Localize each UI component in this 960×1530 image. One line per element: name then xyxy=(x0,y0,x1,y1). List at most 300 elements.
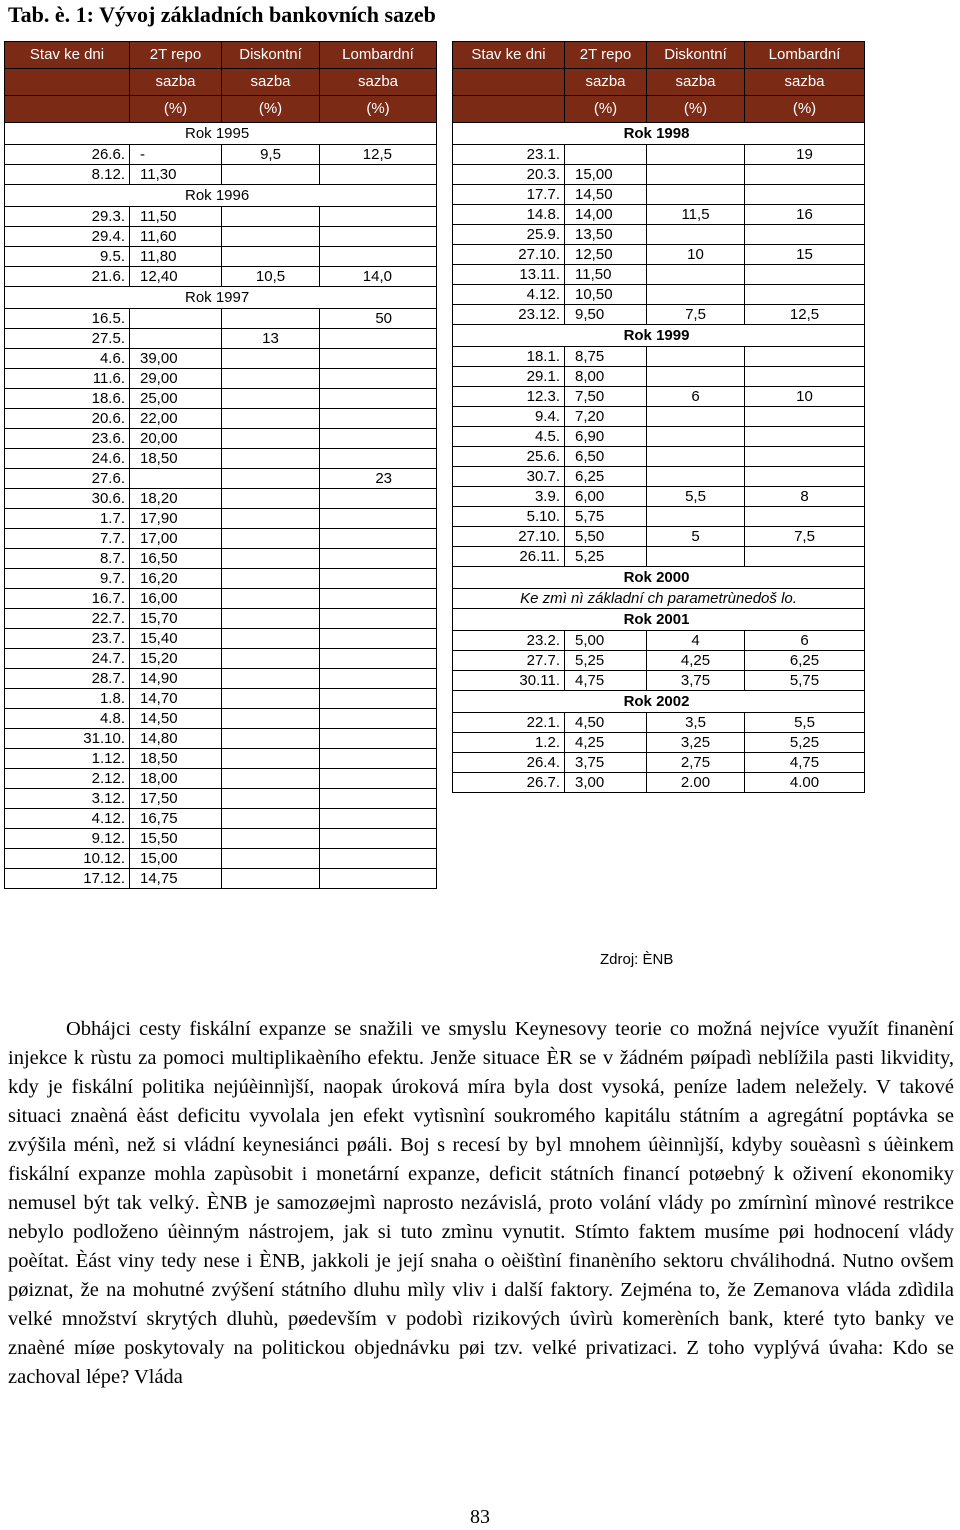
rate-cell: 5,50 xyxy=(565,527,647,547)
rate-cell: 15,70 xyxy=(130,609,222,629)
rate-cell: 11,50 xyxy=(130,207,222,227)
rate-cell xyxy=(745,427,865,447)
rate-cell xyxy=(222,689,320,709)
rate-cell xyxy=(745,407,865,427)
rate-cell xyxy=(222,309,320,329)
rate-cell xyxy=(320,227,437,247)
rate-cell xyxy=(647,225,745,245)
rate-cell xyxy=(320,629,437,649)
date-cell: 18.6. xyxy=(5,389,130,409)
date-cell: 23.6. xyxy=(5,429,130,449)
rate-cell xyxy=(647,467,745,487)
rate-cell xyxy=(320,207,437,227)
rate-cell: 10 xyxy=(647,245,745,265)
date-cell: 9.7. xyxy=(5,569,130,589)
rate-cell xyxy=(222,349,320,369)
rate-cell: 17,00 xyxy=(130,529,222,549)
column-header xyxy=(453,69,565,96)
rate-cell xyxy=(222,529,320,549)
column-header: Diskontní xyxy=(222,42,320,69)
rate-cell: 2,75 xyxy=(647,753,745,773)
rate-cell xyxy=(320,649,437,669)
table-row xyxy=(5,409,437,429)
table-row xyxy=(453,407,865,427)
column-header: Diskontní xyxy=(647,42,745,69)
header-row xyxy=(453,42,865,69)
rate-cell xyxy=(320,829,437,849)
rate-cell xyxy=(320,729,437,749)
rate-cell: 18,50 xyxy=(130,749,222,769)
date-cell: 8.12. xyxy=(5,165,130,185)
rate-cell xyxy=(320,489,437,509)
header-row xyxy=(453,69,865,96)
rate-cell: 8,00 xyxy=(565,367,647,387)
rate-cell: 14,70 xyxy=(130,689,222,709)
date-cell: 8.7. xyxy=(5,549,130,569)
rate-cell xyxy=(745,225,865,245)
rate-cell xyxy=(222,829,320,849)
rate-cell: 6,25 xyxy=(565,467,647,487)
date-cell: 17.12. xyxy=(5,869,130,889)
date-cell: 30.7. xyxy=(453,467,565,487)
date-cell: 27.10. xyxy=(453,527,565,547)
table-row xyxy=(5,227,437,247)
date-cell: 9.12. xyxy=(5,829,130,849)
date-cell: 23.1. xyxy=(453,145,565,165)
rate-cell xyxy=(320,409,437,429)
column-header xyxy=(5,96,130,123)
rate-cell xyxy=(745,507,865,527)
column-header: Lombardní xyxy=(745,42,865,69)
rate-cell: 3,75 xyxy=(565,753,647,773)
rate-cell: 3,5 xyxy=(647,713,745,733)
rate-cell xyxy=(565,145,647,165)
table-row xyxy=(453,713,865,733)
rate-cell: 7,50 xyxy=(565,387,647,407)
table-row xyxy=(5,629,437,649)
column-header: 2T repo xyxy=(565,42,647,69)
rate-cell xyxy=(320,669,437,689)
rate-cell xyxy=(222,709,320,729)
rate-cell xyxy=(745,347,865,367)
table-row xyxy=(453,265,865,285)
rate-cell: 11,60 xyxy=(130,227,222,247)
rate-cell xyxy=(320,849,437,869)
rate-cell: 20,00 xyxy=(130,429,222,449)
rate-cell: 11,5 xyxy=(647,205,745,225)
table-row xyxy=(5,287,437,309)
rate-cell: 5,00 xyxy=(565,631,647,651)
date-cell: 17.7. xyxy=(453,185,565,205)
table-row xyxy=(5,247,437,267)
date-cell: 13.11. xyxy=(453,265,565,285)
rate-cell: 4,75 xyxy=(745,753,865,773)
table-row xyxy=(5,649,437,669)
table-row xyxy=(5,389,437,409)
rate-cell xyxy=(130,469,222,489)
rate-cell xyxy=(320,769,437,789)
rate-cell xyxy=(130,329,222,349)
rate-cell xyxy=(222,509,320,529)
date-cell: 28.7. xyxy=(5,669,130,689)
table-row xyxy=(5,709,437,729)
rates-table-right xyxy=(452,41,865,793)
rate-cell xyxy=(647,507,745,527)
table-row xyxy=(5,309,437,329)
year-label: Rok 1996 xyxy=(5,185,437,207)
rate-cell xyxy=(647,347,745,367)
rate-cell xyxy=(647,407,745,427)
header-row xyxy=(5,42,437,69)
rate-cell: 15,20 xyxy=(130,649,222,669)
table-row xyxy=(453,507,865,527)
table-row xyxy=(453,753,865,773)
rate-cell xyxy=(320,369,437,389)
column-header: (%) xyxy=(647,96,745,123)
rate-cell: 10 xyxy=(745,387,865,407)
rate-cell: 5,25 xyxy=(745,733,865,753)
rate-cell xyxy=(222,769,320,789)
rate-cell xyxy=(647,367,745,387)
rate-cell: 6,25 xyxy=(745,651,865,671)
date-cell: 4.5. xyxy=(453,427,565,447)
rate-cell xyxy=(647,265,745,285)
date-cell: 24.7. xyxy=(5,649,130,669)
rate-cell: 10,50 xyxy=(565,285,647,305)
date-cell: 23.2. xyxy=(453,631,565,651)
table-row xyxy=(5,669,437,689)
rate-cell: 16,50 xyxy=(130,549,222,569)
rate-cell xyxy=(222,549,320,569)
rate-cell: 13 xyxy=(222,329,320,349)
rate-cell: 2.00 xyxy=(647,773,745,793)
rate-cell: 5 xyxy=(647,527,745,547)
table-row xyxy=(5,829,437,849)
table-row xyxy=(453,305,865,325)
date-cell: 20.3. xyxy=(453,165,565,185)
table-row xyxy=(453,567,865,589)
rate-cell xyxy=(647,427,745,447)
date-cell: 1.8. xyxy=(5,689,130,709)
date-cell: 18.1. xyxy=(453,347,565,367)
rate-cell: 18,20 xyxy=(130,489,222,509)
date-cell: 3.9. xyxy=(453,487,565,507)
date-cell: 25.6. xyxy=(453,447,565,467)
rate-cell xyxy=(320,749,437,769)
table-row xyxy=(453,447,865,467)
header-row xyxy=(5,96,437,123)
rate-cell: 16,75 xyxy=(130,809,222,829)
rate-cell xyxy=(222,869,320,889)
header-row xyxy=(5,69,437,96)
rate-cell xyxy=(222,369,320,389)
rate-cell: 15,00 xyxy=(565,165,647,185)
rate-cell: 5,25 xyxy=(565,651,647,671)
table-row xyxy=(453,185,865,205)
rate-cell xyxy=(647,145,745,165)
column-header: sazba xyxy=(130,69,222,96)
column-header: sazba xyxy=(222,69,320,96)
table-row xyxy=(5,689,437,709)
column-header: (%) xyxy=(745,96,865,123)
rate-cell xyxy=(320,389,437,409)
rate-cell: 3,25 xyxy=(647,733,745,753)
rate-cell xyxy=(222,165,320,185)
table-row xyxy=(5,145,437,165)
rate-cell: 4.00 xyxy=(745,773,865,793)
table-row xyxy=(5,609,437,629)
date-cell: 27.10. xyxy=(453,245,565,265)
date-cell: 23.7. xyxy=(5,629,130,649)
table-row xyxy=(453,609,865,631)
rate-cell xyxy=(745,447,865,467)
date-cell: 26.7. xyxy=(453,773,565,793)
table-row xyxy=(5,589,437,609)
rate-cell: - xyxy=(130,145,222,165)
rate-cell: 6,50 xyxy=(565,447,647,467)
rate-cell xyxy=(320,609,437,629)
rate-cell: 12,5 xyxy=(745,305,865,325)
table-row xyxy=(5,549,437,569)
rate-cell: 9,5 xyxy=(222,145,320,165)
rate-cell xyxy=(320,689,437,709)
date-cell: 4.8. xyxy=(5,709,130,729)
rate-cell: 50 xyxy=(320,309,437,329)
rate-cell: 3,00 xyxy=(565,773,647,793)
rate-cell xyxy=(320,569,437,589)
rate-cell: 29,00 xyxy=(130,369,222,389)
table-row xyxy=(453,225,865,245)
date-cell: 16.7. xyxy=(5,589,130,609)
rate-cell: 8,75 xyxy=(565,347,647,367)
rate-cell xyxy=(222,569,320,589)
rate-cell xyxy=(222,849,320,869)
date-cell: 4.6. xyxy=(5,349,130,369)
rate-cell: 6 xyxy=(745,631,865,651)
table-row xyxy=(5,509,437,529)
rate-cell: 12,50 xyxy=(565,245,647,265)
column-header: 2T repo xyxy=(130,42,222,69)
rate-cell: 16 xyxy=(745,205,865,225)
rate-cell: 6,90 xyxy=(565,427,647,447)
table-row xyxy=(5,849,437,869)
rate-cell: 14,75 xyxy=(130,869,222,889)
rate-cell: 16,20 xyxy=(130,569,222,589)
table-row xyxy=(5,809,437,829)
date-cell: 20.6. xyxy=(5,409,130,429)
rate-cell: 4,75 xyxy=(565,671,647,691)
column-header: Stav ke dni xyxy=(453,42,565,69)
rate-cell xyxy=(745,547,865,567)
date-cell: 11.6. xyxy=(5,369,130,389)
rate-cell: 7,5 xyxy=(745,527,865,547)
column-header: sazba xyxy=(320,69,437,96)
rate-cell: 14,90 xyxy=(130,669,222,689)
rate-cell: 13,50 xyxy=(565,225,647,245)
rate-cell xyxy=(222,669,320,689)
year-label: Rok 1995 xyxy=(5,123,437,145)
date-cell: 24.6. xyxy=(5,449,130,469)
date-cell: 12.3. xyxy=(453,387,565,407)
rate-cell: 11,30 xyxy=(130,165,222,185)
rate-cell: 18,00 xyxy=(130,769,222,789)
rate-cell xyxy=(222,449,320,469)
date-cell: 10.12. xyxy=(5,849,130,869)
table-title: Tab. è. 1: Vývoj základních bankovních sazeb xyxy=(8,2,436,27)
rate-cell: 4,25 xyxy=(647,651,745,671)
table-row xyxy=(5,749,437,769)
rate-cell xyxy=(320,449,437,469)
rate-cell xyxy=(745,285,865,305)
column-header: (%) xyxy=(565,96,647,123)
rate-cell xyxy=(647,447,745,467)
table-row xyxy=(5,449,437,469)
header-row xyxy=(453,96,865,123)
column-header: sazba xyxy=(745,69,865,96)
table-row xyxy=(5,369,437,389)
rate-cell xyxy=(320,789,437,809)
rate-cell: 23 xyxy=(320,469,437,489)
rate-cell: 15,40 xyxy=(130,629,222,649)
table-row xyxy=(5,329,437,349)
rate-cell xyxy=(320,247,437,267)
rate-cell: 7,5 xyxy=(647,305,745,325)
table-row xyxy=(5,469,437,489)
rate-cell xyxy=(222,789,320,809)
rate-cell: 11,80 xyxy=(130,247,222,267)
rate-cell: 16,00 xyxy=(130,589,222,609)
date-cell: 27.7. xyxy=(453,651,565,671)
date-cell: 31.10. xyxy=(5,729,130,749)
rate-cell: 15 xyxy=(745,245,865,265)
date-cell: 2.12. xyxy=(5,769,130,789)
date-cell: 22.1. xyxy=(453,713,565,733)
date-cell: 22.7. xyxy=(5,609,130,629)
rate-cell: 10,5 xyxy=(222,267,320,287)
year-label: Rok 1999 xyxy=(453,325,865,347)
column-header: sazba xyxy=(647,69,745,96)
rate-cell: 4 xyxy=(647,631,745,651)
year-label: Rok 1998 xyxy=(453,123,865,145)
date-cell: 26.6. xyxy=(5,145,130,165)
table-row xyxy=(453,691,865,713)
rates-table-left xyxy=(4,41,437,889)
table-row xyxy=(5,489,437,509)
rate-cell xyxy=(320,549,437,569)
date-cell: 1.7. xyxy=(5,509,130,529)
rate-cell xyxy=(745,165,865,185)
table-row xyxy=(453,123,865,145)
rate-cell xyxy=(320,709,437,729)
table-row xyxy=(453,427,865,447)
year-label: Rok 2000 xyxy=(453,567,865,589)
table-row xyxy=(5,349,437,369)
date-cell: 27.5. xyxy=(5,329,130,349)
column-header: sazba xyxy=(565,69,647,96)
rate-cell: 7,20 xyxy=(565,407,647,427)
rate-cell: 4,50 xyxy=(565,713,647,733)
table-row xyxy=(453,547,865,567)
rate-cell: 19 xyxy=(745,145,865,165)
date-cell: 23.12. xyxy=(453,305,565,325)
year-label: Rok 1997 xyxy=(5,287,437,309)
column-header: (%) xyxy=(320,96,437,123)
rate-cell xyxy=(222,649,320,669)
table-row xyxy=(5,869,437,889)
date-cell: 26.11. xyxy=(453,547,565,567)
table-row xyxy=(5,529,437,549)
table-row xyxy=(5,267,437,287)
table-row xyxy=(453,145,865,165)
table-row xyxy=(5,569,437,589)
table-row xyxy=(453,347,865,367)
rate-cell: 39,00 xyxy=(130,349,222,369)
rate-cell xyxy=(222,629,320,649)
table-row xyxy=(453,387,865,407)
table-row xyxy=(453,589,865,609)
date-cell: 29.1. xyxy=(453,367,565,387)
column-header: Stav ke dni xyxy=(5,42,130,69)
rate-cell: 18,50 xyxy=(130,449,222,469)
table-row xyxy=(453,325,865,347)
rate-cell xyxy=(222,749,320,769)
table-row xyxy=(453,245,865,265)
rate-cell: 9,50 xyxy=(565,305,647,325)
rate-cell: 6,00 xyxy=(565,487,647,507)
rate-cell: 5,5 xyxy=(745,713,865,733)
rate-cell: 5,25 xyxy=(565,547,647,567)
table-row xyxy=(453,631,865,651)
rate-cell: 15,00 xyxy=(130,849,222,869)
rate-cell: 8 xyxy=(745,487,865,507)
column-header: (%) xyxy=(130,96,222,123)
rate-cell xyxy=(320,429,437,449)
rate-cell xyxy=(320,349,437,369)
note-cell: Ke zmì nì základní ch parametrùnedoš lo. xyxy=(453,589,865,609)
rate-cell xyxy=(745,467,865,487)
rate-cell xyxy=(222,227,320,247)
date-cell: 21.6. xyxy=(5,267,130,287)
date-cell: 4.12. xyxy=(453,285,565,305)
rate-cell xyxy=(647,285,745,305)
rate-cell: 3,75 xyxy=(647,671,745,691)
date-cell: 30.6. xyxy=(5,489,130,509)
date-cell: 7.7. xyxy=(5,529,130,549)
paragraph: Obhájci cesty fiskální expanze se snažili ve smyslu Keynesovy teorie co možná nejvíce využít finanèní injekce k rùstu za pomoci multiplikaèního efektu. Jenže situace ÈR se v žádném pøípadì neblížila pasti likvidity, kdy je fiskální politika nejúèinnìjší, naopak úroková míra byla dost vysoká, peníze ladem neležely. V takové situaci znaèná èást deficitu vyvolala jen efekt vytìsnìní soukromého kapitálu státním a agregátní poptávka se zvýšila ménì, než si vládní keynesiánci pøáli. Boj s recesí by byl mnohem úèinnìjší, kdyby souèasnì s úèinkem fiskální expanze mohla zapùsobit i monetární expanze, deficit státních financí potøebný k oživení ekonomiky nemusel být tak velký. ÈNB je samozøejmì naprosto nezávislá, proto volání vlády po zmírnìní mìnové restrikce nebylo podloženo úèinným nástrojem, jak si tuto zmìnu vynutit. Stímto faktem musíme pøi hodnocení vlády poèítat. Èást viny tedy nese i ÈNB, jakkoli je její snaha o oèištìní finanèního sektoru chválihodná. Nutno ovšem pøiznat, že na mohutné zvýšení státního dluhu mìly vliv i další faktory. Zejména to, že Zemanova vláda zdìdila velké množství skrytých dluhù, pøedevším v podobì rizikových úvìrù komerèních bank, které tyto banky ve znaèné míøe poskytovaly na politickou objednávku pøi tzv. velké privatizaci. Z toho vyplývá úvaha: Kdo se zachoval lépe? Vláda xyxy=(8,1018,954,1388)
rate-cell: 14,0 xyxy=(320,267,437,287)
rate-cell xyxy=(647,185,745,205)
rate-cell: 5,5 xyxy=(647,487,745,507)
date-cell: 9.4. xyxy=(453,407,565,427)
table-row xyxy=(453,773,865,793)
date-cell: 1.2. xyxy=(453,733,565,753)
column-header: Lombardní xyxy=(320,42,437,69)
rate-cell xyxy=(222,489,320,509)
rate-cell: 14,50 xyxy=(130,709,222,729)
rate-cell xyxy=(222,589,320,609)
rate-cell xyxy=(745,185,865,205)
date-cell: 9.5. xyxy=(5,247,130,267)
rate-cell xyxy=(320,329,437,349)
rate-cell: 4,25 xyxy=(565,733,647,753)
rate-cell: 5,75 xyxy=(745,671,865,691)
column-header: (%) xyxy=(222,96,320,123)
rate-cell xyxy=(320,529,437,549)
rate-cell: 14,00 xyxy=(565,205,647,225)
rate-cell: 11,50 xyxy=(565,265,647,285)
rate-cell xyxy=(320,809,437,829)
rate-cell xyxy=(222,609,320,629)
